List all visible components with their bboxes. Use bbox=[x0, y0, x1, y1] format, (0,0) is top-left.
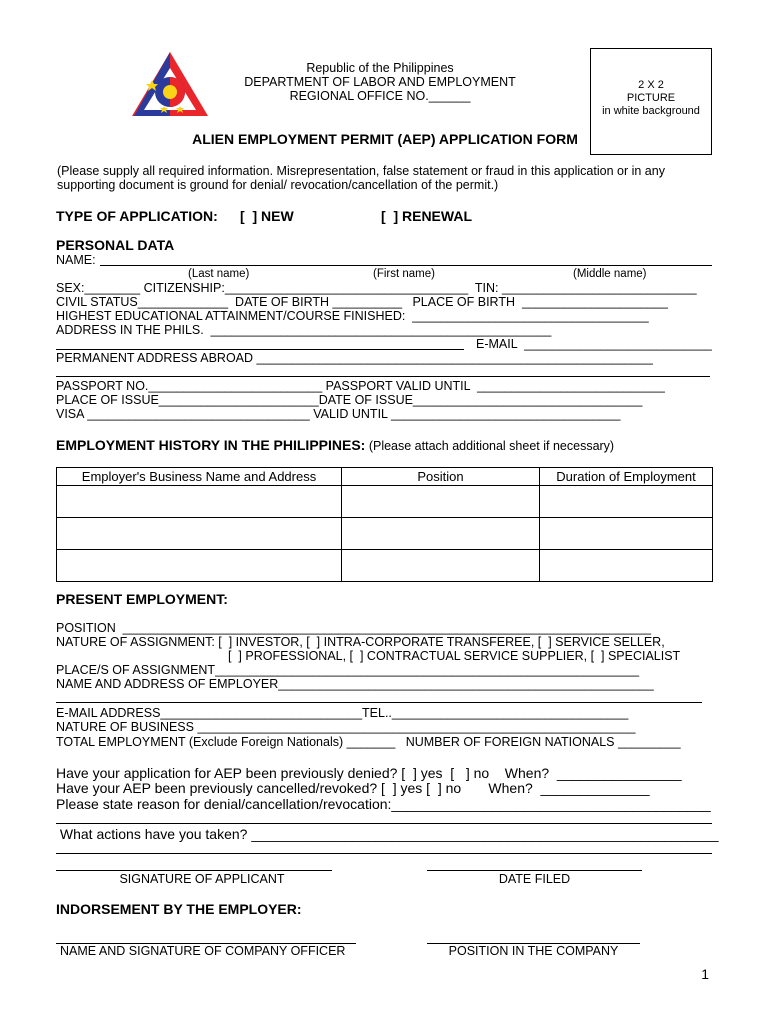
table-row bbox=[57, 518, 713, 550]
table-row bbox=[57, 486, 713, 518]
name-label: NAME: bbox=[56, 253, 96, 267]
address-phils-line[interactable]: ADDRESS IN THE PHILS. _________________________________________________ bbox=[56, 323, 552, 337]
date-filed-field[interactable] bbox=[427, 870, 642, 871]
table-cell[interactable] bbox=[342, 550, 540, 582]
question-reason[interactable]: Please state reason for denial/cancellation/revocation:_________________________________________ bbox=[56, 796, 711, 812]
sex-citizenship-tin-line[interactable]: SEX:________ CITIZENSHIP:___________________________________ TIN: ____________________________ bbox=[56, 281, 697, 295]
table-cell[interactable] bbox=[540, 486, 713, 518]
question-cancelled[interactable]: Have your AEP been previously cancelled/revoked? [ ] yes [ ] no When? ______________ bbox=[56, 780, 650, 796]
nature-of-assignment-line-1[interactable]: NATURE OF ASSIGNMENT: [ ] INVESTOR, [ ] INTRA-CORPORATE TRANSFEREE, [ ] SERVICE SELLER, bbox=[56, 635, 665, 649]
email-line[interactable]: E-MAIL ___________________________ bbox=[476, 337, 712, 351]
table-cell[interactable] bbox=[540, 518, 713, 550]
permanent-address-line-2[interactable] bbox=[56, 376, 710, 377]
column-duration: Duration of Employment bbox=[540, 468, 713, 486]
places-of-assignment-line[interactable]: PLACE/S OF ASSIGNMENT_____________________________________________________________ bbox=[56, 663, 640, 677]
nature-of-business-line[interactable]: NATURE OF BUSINESS _______________________________________________________________ bbox=[56, 720, 636, 734]
page-number: 1 bbox=[701, 966, 709, 982]
date-filed-caption: DATE FILED bbox=[498, 872, 571, 886]
question-denied[interactable]: Have your application for AEP been previously denied? [ ] yes [ ] no When? ________________ bbox=[56, 765, 682, 781]
middle-name-caption: (Middle name) bbox=[573, 268, 647, 280]
permanent-address-line[interactable]: PERMANENT ADDRESS ABROAD _________________________________________________________ bbox=[56, 351, 653, 365]
applicant-signature-caption: SIGNATURE OF APPLICANT bbox=[119, 872, 285, 886]
table-row bbox=[57, 550, 713, 582]
education-line[interactable]: HIGHEST EDUCATIONAL ATTAINMENT/COURSE FINISHED: __________________________________ bbox=[56, 309, 649, 323]
form-title: ALIEN EMPLOYMENT PERMIT (AEP) APPLICATION FORM bbox=[192, 131, 578, 147]
place-of-issue-line[interactable]: PLACE OF ISSUE_______________________DATE OF ISSUE_________________________________ bbox=[56, 393, 643, 407]
notice-line-1: (Please supply all required information. Misrepresentation, false statement or fraud in this application or in any bbox=[57, 164, 665, 178]
table-cell[interactable] bbox=[342, 518, 540, 550]
dole-logo bbox=[130, 50, 210, 120]
total-employment-line[interactable]: TOTAL EMPLOYMENT (Exclude Foreign Nationals) _______ NUMBER OF FOREIGN NATIONALS _________ bbox=[56, 735, 681, 749]
officer-position-caption: POSITION IN THE COMPANY bbox=[448, 944, 619, 958]
column-position: Position bbox=[342, 468, 540, 486]
officer-signature-caption: NAME AND SIGNATURE OF COMPANY OFFICER bbox=[60, 944, 346, 958]
name-field[interactable] bbox=[100, 265, 712, 266]
employment-history-title: EMPLOYMENT HISTORY IN THE PHILIPPINES: bbox=[56, 437, 366, 453]
photo-background-note: in white background bbox=[602, 105, 700, 117]
question-actions[interactable]: What actions have you taken? ____________________________________________________________ bbox=[56, 826, 719, 842]
reason-line-2[interactable] bbox=[56, 823, 712, 824]
employment-history-table bbox=[56, 467, 713, 582]
employment-history-heading bbox=[56, 437, 614, 455]
table-cell[interactable] bbox=[57, 518, 342, 550]
first-name-caption: (First name) bbox=[373, 268, 435, 280]
applicant-signature-field[interactable] bbox=[56, 870, 332, 871]
indorsement-heading: INDORSEMENT BY THE EMPLOYER: bbox=[56, 901, 302, 917]
address-phils-line-2[interactable] bbox=[56, 349, 464, 350]
present-employment-heading: PRESENT EMPLOYMENT: bbox=[56, 591, 228, 607]
photo-size: 2 X 2 bbox=[638, 79, 664, 91]
nature-of-assignment-line-2[interactable]: [ ] PROFESSIONAL, [ ] CONTRACTUAL SERVICE SUPPLIER, [ ] SPECIALIST bbox=[228, 649, 681, 663]
table-header-row bbox=[57, 468, 713, 486]
header-regional-office: REGIONAL OFFICE NO.______ bbox=[289, 89, 471, 103]
table-cell[interactable] bbox=[540, 550, 713, 582]
passport-line[interactable]: PASSPORT NO._________________________ PASSPORT VALID UNTIL ___________________________ bbox=[56, 379, 665, 393]
column-employer: Employer's Business Name and Address bbox=[57, 468, 342, 486]
civil-status-line[interactable]: CIVIL STATUS_____________ DATE OF BIRTH __________ PLACE OF BIRTH _____________________ bbox=[56, 295, 668, 309]
header-department: DEPARTMENT OF LABOR AND EMPLOYMENT bbox=[244, 75, 516, 89]
last-name-caption: (Last name) bbox=[188, 268, 250, 280]
employer-address-line-2[interactable] bbox=[56, 702, 702, 703]
table-cell[interactable] bbox=[57, 486, 342, 518]
employer-name-address-line[interactable]: NAME AND ADDRESS OF EMPLOYER______________________________________________________ bbox=[56, 677, 654, 691]
notice-line-2: supporting document is ground for denial/ revocation/cancellation of the permit.) bbox=[57, 178, 499, 192]
table-cell[interactable] bbox=[342, 486, 540, 518]
type-of-application-label: TYPE OF APPLICATION: bbox=[56, 208, 218, 224]
visa-line[interactable]: VISA ________________________________ VALID UNTIL _________________________________ bbox=[56, 407, 621, 421]
header-republic: Republic of the Philippines bbox=[306, 61, 454, 75]
new-checkbox[interactable]: [ ] NEW bbox=[240, 208, 294, 224]
employment-history-note: (Please attach additional sheet if necessary) bbox=[365, 439, 615, 453]
position-line[interactable]: POSITION ____________________________________________________________________________ bbox=[56, 621, 652, 635]
table-cell[interactable] bbox=[57, 550, 342, 582]
email-tel-line[interactable]: E-MAIL ADDRESS_____________________________TEL..__________________________________ bbox=[56, 706, 629, 720]
renewal-checkbox[interactable]: [ ] RENEWAL bbox=[381, 208, 472, 224]
personal-data-heading: PERSONAL DATA bbox=[56, 237, 175, 253]
actions-line-2[interactable] bbox=[56, 853, 712, 854]
photo-label: PICTURE bbox=[626, 92, 676, 104]
